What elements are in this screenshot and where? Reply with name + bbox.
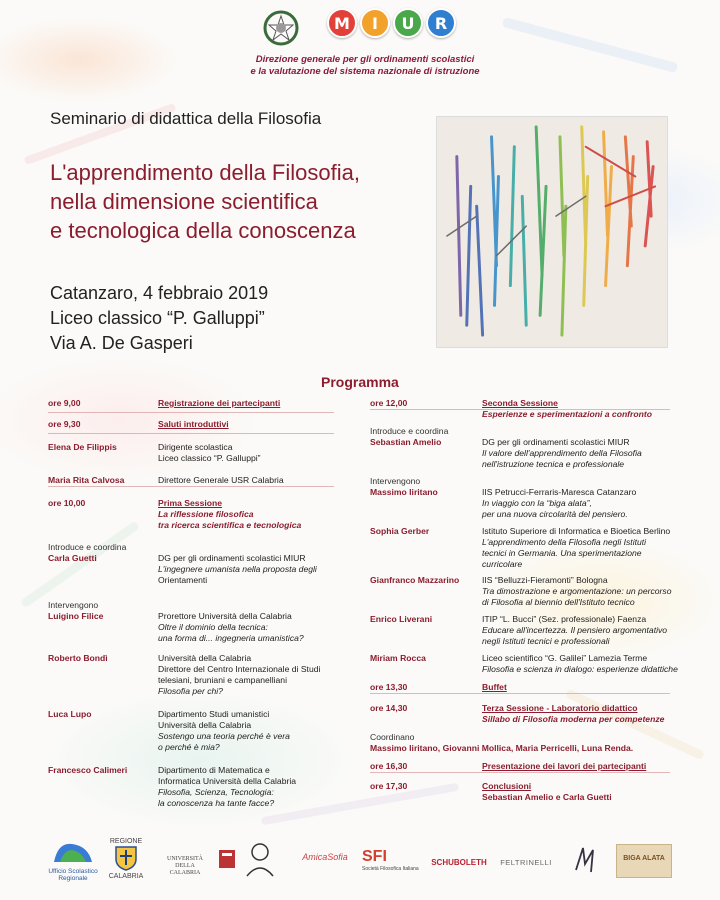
ministry-subtitle-line2: e la valutazione del sistema nazionale di istruzione [250, 66, 480, 77]
event-date: Catanzaro, 4 febbraio 2019 [50, 283, 269, 303]
program-row [370, 398, 652, 420]
portrait-logo [242, 838, 278, 880]
event-title [50, 158, 360, 245]
role-label: Coordinano [370, 732, 415, 742]
sponsor-logos [0, 838, 720, 898]
speaker-name: Elena De Filippis [48, 442, 117, 452]
closing-speakers: Sebastian Amelio e Carla Guetti [482, 792, 612, 802]
program-row [370, 614, 667, 647]
talk-title: Educare all'incertezza. Il pensiero argomentativo [482, 625, 668, 635]
miur-letter-r: R [426, 8, 456, 38]
time-label: ore 14,30 [370, 703, 408, 713]
speaker-role: Liceo scientifico “G. Galilei” Lamezia Terme [482, 653, 648, 663]
seminar-heading: Seminario di didattica della Filosofia [50, 109, 322, 128]
ministry-subtitle [245, 54, 485, 78]
divider [370, 693, 670, 694]
coordinators-names: Massimo Iiritano, Giovanni Mollica, Maria Perricelli, Luna Renda. [370, 743, 634, 753]
sfi-sub-label: Società Filosofica Italiana [362, 866, 419, 872]
speaker-name: Gianfranco Mazzarino [370, 575, 460, 585]
talk-title: Il valore dell'apprendimento della Filosofia [482, 448, 642, 458]
speaker-name: Carla Guetti [48, 553, 97, 563]
speaker-role: Direttore Generale USR Calabria [158, 475, 284, 485]
talk-title: negli Istituti tecnici e professionali [482, 636, 610, 646]
session-title: Terza Sessione - Laboratorio didattico [482, 703, 638, 713]
painting-strokes [437, 117, 667, 347]
talk-title: una forma di... ingegneria umanistica? [158, 633, 304, 643]
program-row [370, 575, 671, 608]
schubo-logo: SCHUBOLETH [431, 858, 487, 867]
session-subtitle: Sillabo di Filosofia moderna per competenze [482, 714, 665, 724]
program-row [370, 732, 633, 754]
time-label: ore 13,30 [370, 682, 408, 692]
speaker-name: Roberto Bondì [48, 653, 108, 663]
speaker-role: ITIP “L. Bucci” (Sez. professionale) Faenza [482, 614, 647, 624]
divider [48, 486, 334, 487]
miur-logo [327, 8, 456, 38]
feltrinelli-logo: FELTRINELLI [500, 858, 552, 867]
program-row [48, 442, 261, 464]
divider [370, 772, 670, 773]
program-row [48, 765, 296, 809]
item-title: Registrazione dei partecipanti [158, 398, 281, 408]
speaker-role: Università della Calabria [158, 653, 252, 663]
event-address: Via A. De Gasperi [50, 333, 193, 353]
session-subtitle: Esperienze e sperimentazioni a confronto [482, 409, 653, 419]
title-line2: nella dimensione scientifica [50, 189, 318, 214]
speaker-role: IIS Petrucci-Ferraris-Maresca Catanzaro [482, 487, 637, 497]
talk-title: di Filosofia al biennio dell'Istituto tecnico [482, 597, 635, 607]
speaker-role: Prorettore Università della Calabria [158, 611, 292, 621]
role-label: Introduce e coordina [370, 426, 449, 436]
title-line1: L'apprendimento della Filosofia, [50, 160, 360, 185]
usr-icon [50, 840, 96, 866]
speaker-name: Sebastian Amelio [370, 437, 442, 447]
speaker-role: IIS “Belluzzi-Fieramonti” Bologna [482, 575, 608, 585]
talk-title: Oltre il dominio della tecnica: [158, 622, 268, 632]
program-row [370, 703, 664, 725]
program-heading: Programma [321, 374, 399, 390]
program-row [48, 475, 284, 486]
speaker-name: Luca Lupo [48, 709, 92, 719]
time-label: ore 12,00 [370, 398, 408, 408]
speaker-role: Dipartimento Studi umanistici [158, 709, 270, 719]
speaker-role: telesiani, bruniani e campanelliani [158, 675, 287, 685]
talk-title: o perché è mia? [158, 742, 220, 752]
program-row [370, 476, 636, 520]
usr-label: Ufficio Scolastico Regionale [48, 868, 98, 882]
portrait-icon [243, 838, 277, 878]
speaker-name: Massimo Iiritano [370, 487, 438, 497]
time-label: ore 16,30 [370, 761, 408, 771]
talk-title: L'ingegnere umanista nella proposta degli [158, 564, 317, 574]
program-row [48, 419, 229, 430]
book-icon [217, 846, 237, 870]
speaker-name: Francesco Calimeri [48, 765, 128, 775]
program-row [48, 498, 301, 531]
biga-alata-logo: BIGA ALATA [616, 844, 672, 878]
program-row [48, 600, 304, 644]
talk-title: Sostengo una teoria perché è vera [158, 731, 290, 741]
program-row [48, 542, 317, 586]
title-line3: e tecnologica della conoscenza [50, 218, 356, 243]
book-logo [216, 846, 238, 872]
miur-letter-i: I [360, 8, 390, 38]
talk-title: Tra dimostrazione e argomentazione: un percorso [482, 586, 672, 596]
program-row [370, 426, 642, 470]
program-row [370, 653, 678, 675]
abstract-painting-image [436, 116, 668, 348]
talk-title: per una nuova circolarità del pensiero. [482, 509, 628, 519]
usr-logo [48, 840, 98, 882]
amicasofia-logo: AmicaSofia [302, 852, 348, 862]
talk-title: Filosofia, Scienza, Tecnologia: [158, 787, 274, 797]
miur-letter-u: U [393, 8, 423, 38]
role-label: Intervengono [370, 476, 421, 486]
talk-title: nell'istruzione tecnica e professionale [482, 459, 625, 469]
program-row [48, 653, 320, 697]
unical-logo: UNIVERSITÀ DELLA CALABRIA [167, 856, 203, 876]
role-label: Intervengono [48, 600, 99, 610]
program-row [370, 526, 670, 570]
talk-title: In viaggio con la “biga alata”, [482, 498, 592, 508]
ministry-subtitle-line1: Direzione generale per gli ordinamenti scolastici [255, 54, 475, 65]
miur-letter-m: M [327, 8, 357, 38]
session-subtitle: tra ricerca scientifica e tecnologica [158, 520, 302, 530]
speaker-role: Dipartimento di Matematica e [158, 765, 270, 775]
talk-title: tecnici in Germania. Una sperimentazione [482, 548, 642, 558]
time-label: ore 9,00 [48, 398, 81, 408]
sfi-label: SFI [362, 848, 387, 865]
program-row [370, 761, 646, 772]
speaker-role: Istituto Superiore di Informatica e Bioetica Berlino [482, 526, 671, 536]
time-label: ore 17,30 [370, 781, 408, 791]
talk-title: la conoscenza ha tante facce? [158, 798, 275, 808]
speaker-name: Sophia Gerber [370, 526, 430, 536]
republic-emblem-icon [263, 8, 299, 48]
speaker-role: Orientamenti [158, 575, 208, 585]
program-row [48, 398, 280, 409]
background-streak [502, 17, 678, 73]
speaker-role: DG per gli ordinamenti scolastici MIUR [158, 553, 306, 563]
speaker-name: Enrico Liverani [370, 614, 433, 624]
speaker-role: Dirigente scolastica [158, 442, 233, 452]
talk-title: curricolare [482, 559, 523, 569]
signature-icon [573, 844, 597, 874]
program-row [370, 682, 507, 693]
talk-title: L'apprendimento della Filosofia negli Istituti [482, 537, 647, 547]
session-subtitle: La riflessione filosofica [158, 509, 254, 519]
program-row [48, 709, 290, 753]
speaker-name: Luigino Filice [48, 611, 104, 621]
talk-title: Filosofia per chi? [158, 686, 223, 696]
talk-title: Filosofia e scienza in dialogo: esperienze didattiche [482, 664, 678, 674]
session-title: Conclusioni [482, 781, 532, 791]
speaker-role: Università della Calabria [158, 720, 252, 730]
event-venue: Liceo classico “P. Galluppi” [50, 308, 265, 328]
session-title: Prima Sessione [158, 498, 223, 508]
divider [48, 412, 334, 413]
sfi-logo [362, 848, 420, 872]
calabria-label: CALABRIA [108, 873, 144, 880]
speaker-role: DG per gli ordinamenti scolastici MIUR [482, 437, 630, 447]
time-label: ore 10,00 [48, 498, 86, 508]
regione-calabria-logo [104, 838, 148, 880]
session-title: Seconda Sessione [482, 398, 558, 408]
regione-label: REGIONE [109, 838, 143, 845]
speaker-role: Informatica Università della Calabria [158, 776, 297, 786]
speaker-role: Liceo classico “P. Galluppi” [158, 453, 261, 463]
item-title: Saluti introduttivi [158, 419, 229, 429]
item-title: Buffet [482, 682, 507, 692]
divider [48, 433, 334, 434]
speaker-name: Miriam Rocca [370, 653, 426, 663]
signature-logo [572, 844, 598, 876]
item-title: Presentazione dei lavori dei partecipanti [482, 761, 647, 771]
regione-shield-icon [114, 845, 138, 871]
speaker-role: Direttore del Centro Internazionale di Studi [158, 664, 321, 674]
time-label: ore 9,30 [48, 419, 81, 429]
speaker-name: Maria Rita Calvosa [48, 475, 125, 485]
event-place [50, 281, 268, 356]
program-row [370, 781, 612, 803]
role-label: Introduce e coordina [48, 542, 127, 552]
